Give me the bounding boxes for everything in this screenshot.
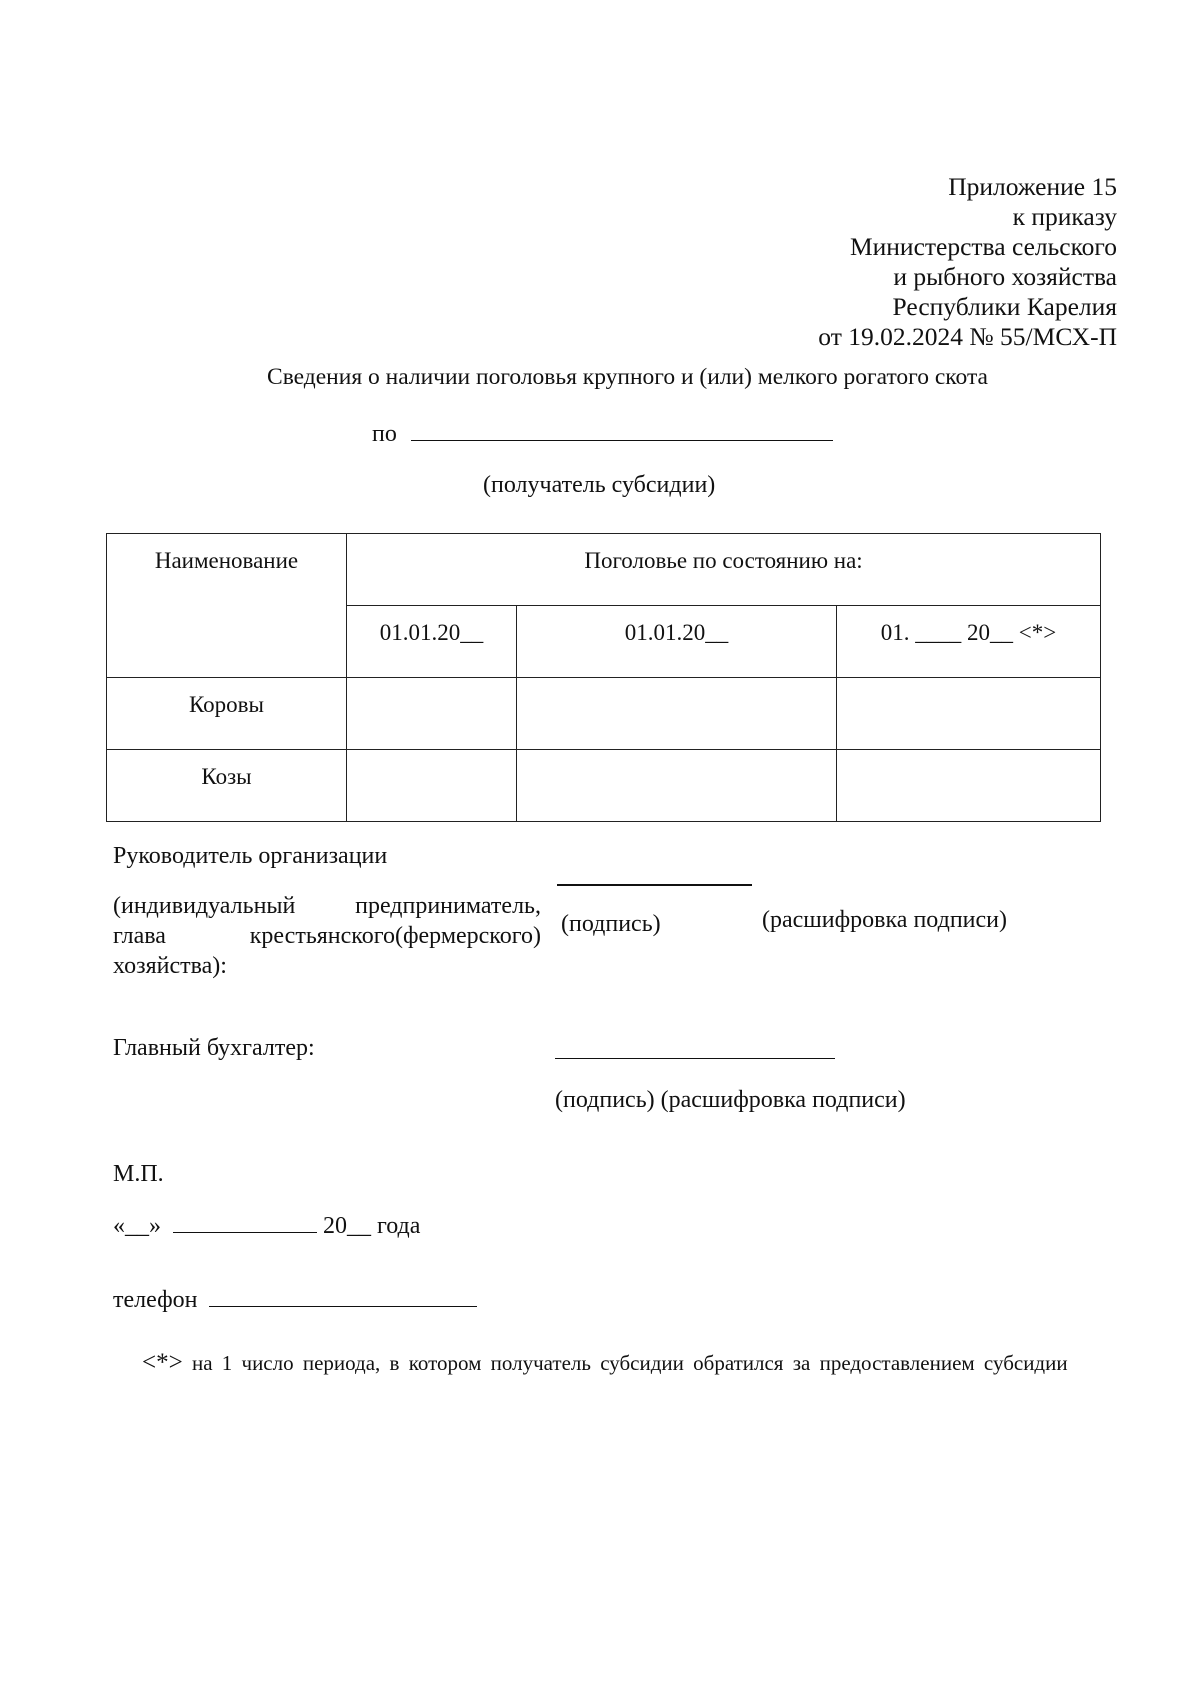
header-line-appendix: Приложение 15 (948, 172, 1117, 201)
table-row (107, 750, 1101, 822)
goats-count-cell-1[interactable] (347, 750, 517, 822)
name-column-header: Наименование (107, 534, 347, 678)
header-line-republic: Республики Карелия (892, 292, 1117, 321)
recipient-prefix: по (372, 421, 397, 447)
header-line-ministry-2: и рыбного хозяйства (893, 262, 1117, 291)
row-name-cows: Коровы (107, 678, 347, 750)
recipient-blank[interactable] (411, 418, 833, 441)
head-sign-caption: (подпись) (561, 911, 661, 937)
head-signature-line[interactable] (557, 884, 752, 886)
herd-group-header: Поголовье по состоянию на: (347, 534, 1101, 606)
goats-count-cell-2[interactable] (517, 750, 837, 822)
phone-blank[interactable] (209, 1284, 477, 1307)
cows-count-cell-1[interactable] (347, 678, 517, 750)
recipient-line (372, 418, 833, 449)
date-close-quote: » (149, 1213, 161, 1239)
date-open-quote: « (113, 1213, 125, 1239)
recipient-caption: (получатель субсидии) (483, 472, 716, 498)
date-column-header: 01.01.20__ (517, 606, 837, 678)
head-title: Руководитель организации (113, 843, 388, 869)
livestock-table (106, 533, 1101, 822)
date-day-blank[interactable]: __ (125, 1213, 149, 1239)
head-subtitle: (индивидуальный предприниматель, глава крестьянского(фермерского) хозяйства): (113, 893, 541, 979)
table-row (107, 678, 1101, 750)
date-line (113, 1210, 420, 1241)
row-name-goats: Козы (107, 750, 347, 822)
cows-count-cell-2[interactable] (517, 678, 837, 750)
phone-line (113, 1284, 477, 1315)
date-column-header: 01.01.20__ (347, 606, 517, 678)
date-column-header: 01. ____ 20__ <*> (837, 606, 1101, 678)
cows-count-cell-3[interactable] (837, 678, 1101, 750)
header-line-date-number: от 19.02.2024 № 55/МСХ-П (818, 322, 1117, 351)
footnote-text: на 1 число периода, в котором получатель субсидии обратился за предоставлением субсидии (191, 1351, 1068, 1375)
stamp-placeholder: М.П. (113, 1161, 164, 1187)
phone-label: телефон (113, 1287, 198, 1313)
header-line-order: к приказу (1012, 202, 1117, 231)
accountant-caption: (подпись) (расшифровка подписи) (555, 1087, 906, 1113)
header-line-ministry: Министерства сельского (849, 232, 1117, 261)
date-month-blank[interactable] (173, 1210, 317, 1233)
footnote-mark: <*> (142, 1349, 183, 1376)
appendix-header (818, 172, 1117, 352)
accountant-signature-line[interactable] (555, 1058, 835, 1059)
document-title: Сведения о наличии поголовья крупного и (или) мелкого рогатого скота (267, 364, 988, 390)
accountant-title: Главный бухгалтер: (113, 1035, 315, 1061)
head-decode-caption: (расшифровка подписи) (762, 907, 1007, 933)
footnote (142, 1349, 1122, 1377)
goats-count-cell-3[interactable] (837, 750, 1101, 822)
date-year: 20__ года (323, 1213, 421, 1239)
